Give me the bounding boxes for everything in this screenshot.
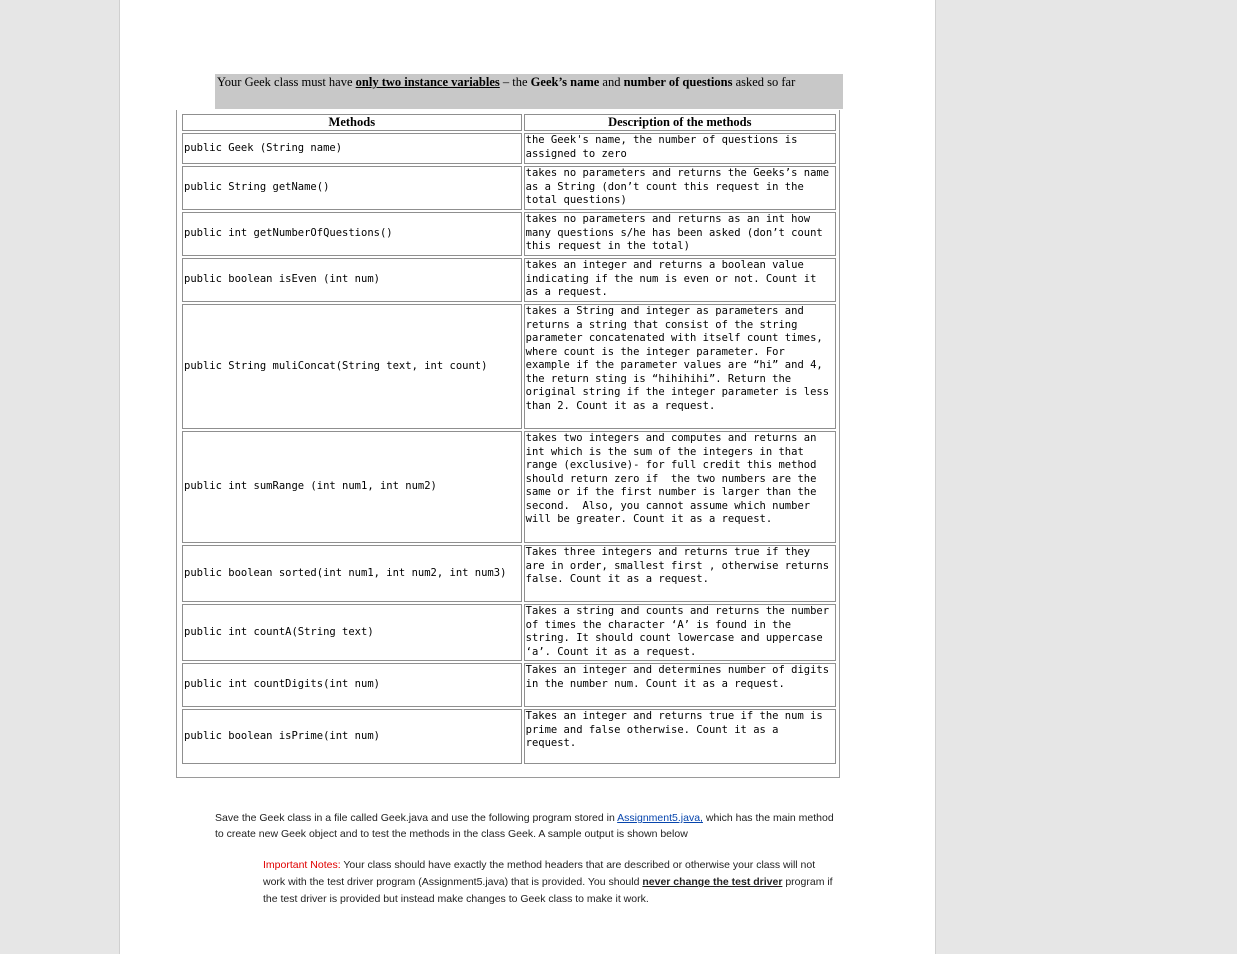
table-row [182,133,836,164]
methods-table [180,112,838,766]
method-signature: public int countDigits(int num) [182,663,522,707]
table-row [182,166,836,210]
table-row [182,304,836,429]
method-signature: public boolean isEven (int num) [182,258,522,302]
methods-table-frame [176,110,840,778]
notes-never-change: never change the test driver [642,876,783,888]
method-description: takes a String and integer as parameters and returns a string that consist of the string parameter concatenated with itself count times, where count is the integer parameter. For example if the parameter values are “hi” and 4, the return sting is “hihihihi”. Return the original string if the integer parameter is less than 2. Count it as a request. [524,304,836,429]
notes-text-1: Your class should have exactly the method headers that are described or otherwise your class will not work with the test driver program (Assignment5.java) that is provided. You should [263,859,816,888]
save-instructions [215,810,835,842]
method-description: takes no parameters and returns as an int how many questions s/he has been asked (don’t count this request in the total) [524,212,836,256]
intro-part3: and [599,75,624,89]
method-signature: public int countA(String text) [182,604,522,661]
intro-part4: asked so far [732,75,796,89]
method-signature: public int getNumberOfQuestions() [182,212,522,256]
table-row [182,663,836,707]
important-notes [263,857,838,908]
assignment5-link[interactable]: Assignment5.java, [617,812,703,824]
table-row [182,709,836,764]
intro-num-questions: number of questions [623,75,733,89]
header-description: Description of the methods [524,114,836,131]
table-row [182,258,836,302]
method-description: takes two integers and computes and returns an int which is the sum of the integers in that range (exclusive)- for full credit this method should return zero if the two numbers are the same or if the first number is larger than the second. Also, you cannot assume which number will be greater. Count it as a request. [524,431,836,543]
method-description: Takes an integer and returns true if the num is prime and false otherwise. Count it as a request. [524,709,836,764]
table-row [182,212,836,256]
method-signature: public boolean sorted(int num1, int num2, int num3) [182,545,522,602]
method-signature: public String getName() [182,166,522,210]
save-text-2: which has the main method to create new Geek object and to test the methods in the class Geek. A sample output is shown below [215,812,834,840]
table-row [182,604,836,661]
method-description: Takes a string and counts and returns the number of times the character ‘A’ is found in the string. It should count lowercase and uppercase ‘a’. Count it as a request. [524,604,836,661]
header-methods: Methods [182,114,522,131]
intro-text [215,74,843,91]
table-row [182,431,836,543]
save-text-1: Save the Geek class in a file called Geek.java and use the following program stored in [215,812,618,824]
intro-part1: Your Geek class must have [217,75,356,89]
method-description: Takes three integers and returns true if they are in order, smallest first , otherwise returns false. Count it as a request. [524,545,836,602]
intro-part2: – the [499,75,531,89]
method-signature: public String muliConcat(String text, int count) [182,304,522,429]
method-signature: public boolean isPrime(int num) [182,709,522,764]
notes-text-2: program if the test driver is provided but instead make changes to Geek class to make it work. [263,876,833,905]
method-description: takes an integer and returns a boolean value indicating if the num is even or not. Count it as a request. [524,258,836,302]
method-description: takes no parameters and returns the Geeks’s name as a String (don’t count this request in the total questions) [524,166,836,210]
intro-geek-name: Geek’s name [530,75,600,89]
table-header-row [182,114,836,131]
intro-instance-vars: only two instance variables [355,75,500,89]
method-signature: public Geek (String name) [182,133,522,164]
intro-paragraph [215,74,843,109]
method-description: the Geek's name, the number of questions is assigned to zero [524,133,836,164]
important-notes-label: Important Notes: [263,859,341,871]
table-row [182,545,836,602]
method-signature: public int sumRange (int num1, int num2) [182,431,522,543]
method-description: Takes an integer and determines number of digits in the number num. Count it as a request. [524,663,836,707]
